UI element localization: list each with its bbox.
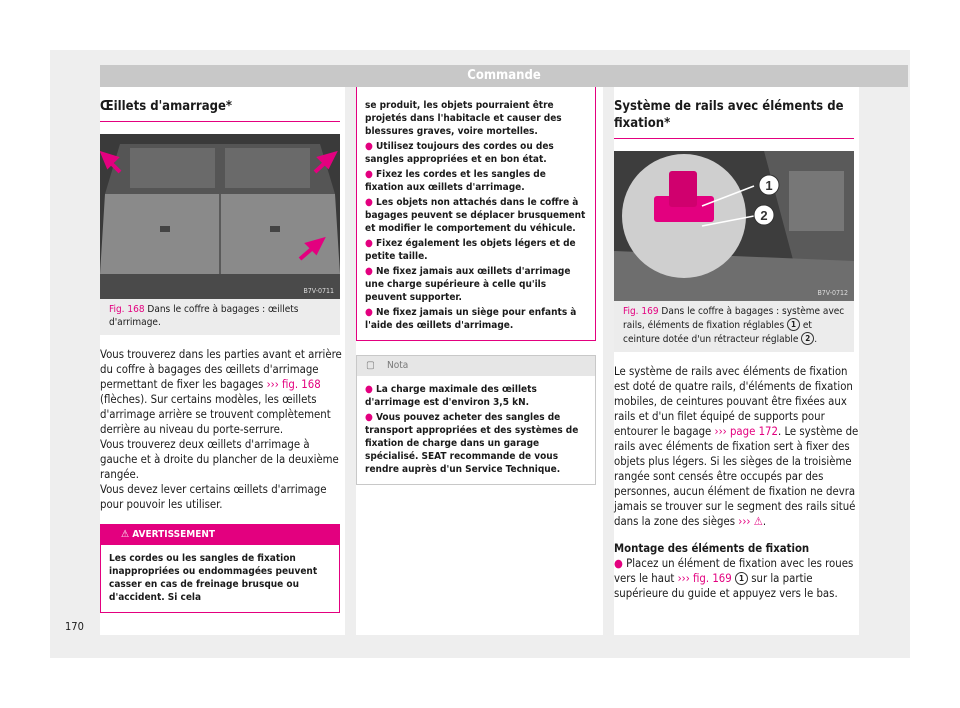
note-bullet: ● La charge maximale des œillets d'arrimage est d'environ 3,5 kN. — [365, 384, 537, 408]
fig-168-link[interactable]: ››› fig. 168 — [266, 378, 321, 391]
warning-bullet: ● Utilisez toujours des cordes ou des sangles appropriées et en bon état. — [365, 141, 554, 165]
warning-box — [100, 524, 340, 613]
callout-2-badge: 2 — [801, 332, 814, 345]
column-left — [100, 87, 345, 635]
rail-illustration — [614, 151, 854, 301]
paragraph-3: Vous devez lever certains œillets d'arrimage pour pouvoir les utiliser. — [100, 483, 327, 511]
warning-triangle-icon: ⚠ — [753, 515, 763, 528]
warning-header: ⚠ AVERTISSEMENT — [101, 525, 339, 545]
figure-caption-168 — [100, 299, 340, 335]
figure-caption-text: Dans le coffre à bagages : œillets d'arrimage. — [109, 304, 299, 328]
trunk-eyelets-photo — [100, 134, 340, 299]
section-header: Commande — [100, 65, 908, 87]
warning-bullet: ● Les objets non attachés dans le coffre à bagages peuvent se déplacer brusquement et modifier le comportement du véhicule. — [365, 197, 586, 234]
note-bullet: ● Vous pouvez acheter des sangles de transport appropriées et des systèmes de fixation de charge dans un garage spécialisé. SEAT recommande de vous rendre auprès d'un Service Technique. — [365, 412, 579, 475]
bullet-icon: ● — [614, 557, 623, 570]
rail-system-photo — [614, 151, 854, 301]
warning-bullet: ● Ne fixez jamais un siège pour enfants à l'aide des œillets d'arrimage. — [365, 307, 577, 331]
figure-code: B7V-0711 — [303, 287, 334, 295]
figure-number: Fig. 169 — [623, 306, 659, 317]
warning-bullet: ● Ne fixez jamais aux œillets d'arrimage une charge supérieure à celle qu'ils peuvent supporter. — [365, 266, 571, 303]
paragraph-2: Vous trouverez deux œillets d'arrimage à gauche et à droite du plancher de la deuxième rangée. — [100, 438, 339, 481]
note-icon: ▢ — [366, 360, 375, 371]
callout-1-badge: 1 — [735, 572, 748, 585]
note-body — [357, 376, 595, 484]
page-number: 170 — [65, 620, 84, 633]
fig-169-link[interactable]: ››› fig. 169 — [677, 572, 732, 585]
warning-bullet: ● Fixez également les objets légers et de petite taille. — [365, 238, 576, 262]
section-heading-rails: Système de rails avec éléments de fixation* — [614, 98, 854, 139]
trunk-illustration — [100, 134, 340, 299]
callout-1-label: 1 — [765, 178, 773, 193]
manual-page — [50, 50, 910, 658]
warning-box-continued — [356, 87, 596, 341]
section-heading-eyelets: Œillets d'amarrage* — [100, 98, 340, 122]
note-box — [356, 355, 596, 485]
page-172-link[interactable]: ››› page 172 — [714, 425, 778, 438]
warning-bullet: ● Fixez les cordes et les sangles de fixation aux œillets d'arrimage. — [365, 169, 546, 193]
subheading-mounting: Montage des éléments de fixation — [614, 542, 810, 555]
warning-icon: ⚠ — [121, 529, 130, 540]
column-middle — [356, 87, 603, 635]
callout-2-label: 2 — [760, 208, 768, 223]
warning-body: Les cordes ou les sangles de fixation inappropriées ou endommagées peuvent casser en cas de freinage brusque ou d'accident. Si cela — [109, 553, 318, 603]
figure-code: B7V-0712 — [817, 289, 848, 297]
callout-1-badge: 1 — [787, 318, 800, 331]
figure-number: Fig. 168 — [109, 304, 145, 315]
warning-link[interactable]: ››› — [738, 515, 751, 528]
figure-caption-169: Fig. 169 Dans le coffre à bagages : système avec rails, éléments de fixation réglables 1 et ceinture dotée d'un rétracteur réglable 2 . — [614, 301, 854, 352]
column-right — [614, 87, 859, 635]
note-header: ▢ Nota — [357, 356, 595, 376]
step-1: ● Placez un élément de fixation avec les roues vers le haut ››› fig. 169 1 sur la partie supérieure du guide et appuyez vers le bas. — [614, 557, 854, 600]
warning-continued: se produit, les objets pourraient être projetés dans l'habitacle et causer des blessures graves, voire mortelles. ● Utilisez toujours des cordes ou des sangles appropriées et en bon état. ● Fixez les cordes et les sangles de fixation aux œillets d'arrimage. ● Les objets non attachés dans le coffre à bagages peuvent se déplacer brusquement et modifier le comportement du véhicule. ● Fixez également les objets légers et de petite taille. ● Ne fixez jamais aux œillets d'arrimage une charge supérieure à celle qu'ils peuvent supporter. ● Ne fixez jamais un siège pour enfants à l'aide des œillets d'arrimage. — [365, 100, 586, 331]
paragraph-rails: Le système de rails avec éléments de fixation est doté de quatre rails, d'éléments de fixation mobiles, de ceintures pouvant être fixées aux rails et d'un filet équipé de supports pour entourer le bagage ››› page 172. Le système de rails avec éléments de fixation sert à fixer des objets plus légers. Si les sièges de la troisième rangée sont censés être occupés par des personnes, aucun élément de fixation ne devra jamais se trouver sur le segment des rails situé dans la zone des sièges ››› ⚠. — [614, 365, 859, 528]
paragraph-1: Vous trouverez dans les parties avant et arrière du coffre à bagages des œillets d'arrimage permettant de fixer les bagages ››› fig. 168 (flèches). Sur certains modèles, les œillets d'arrimage arrière se trouvent complètement derrière au niveau du porte-serrure. — [100, 348, 342, 436]
